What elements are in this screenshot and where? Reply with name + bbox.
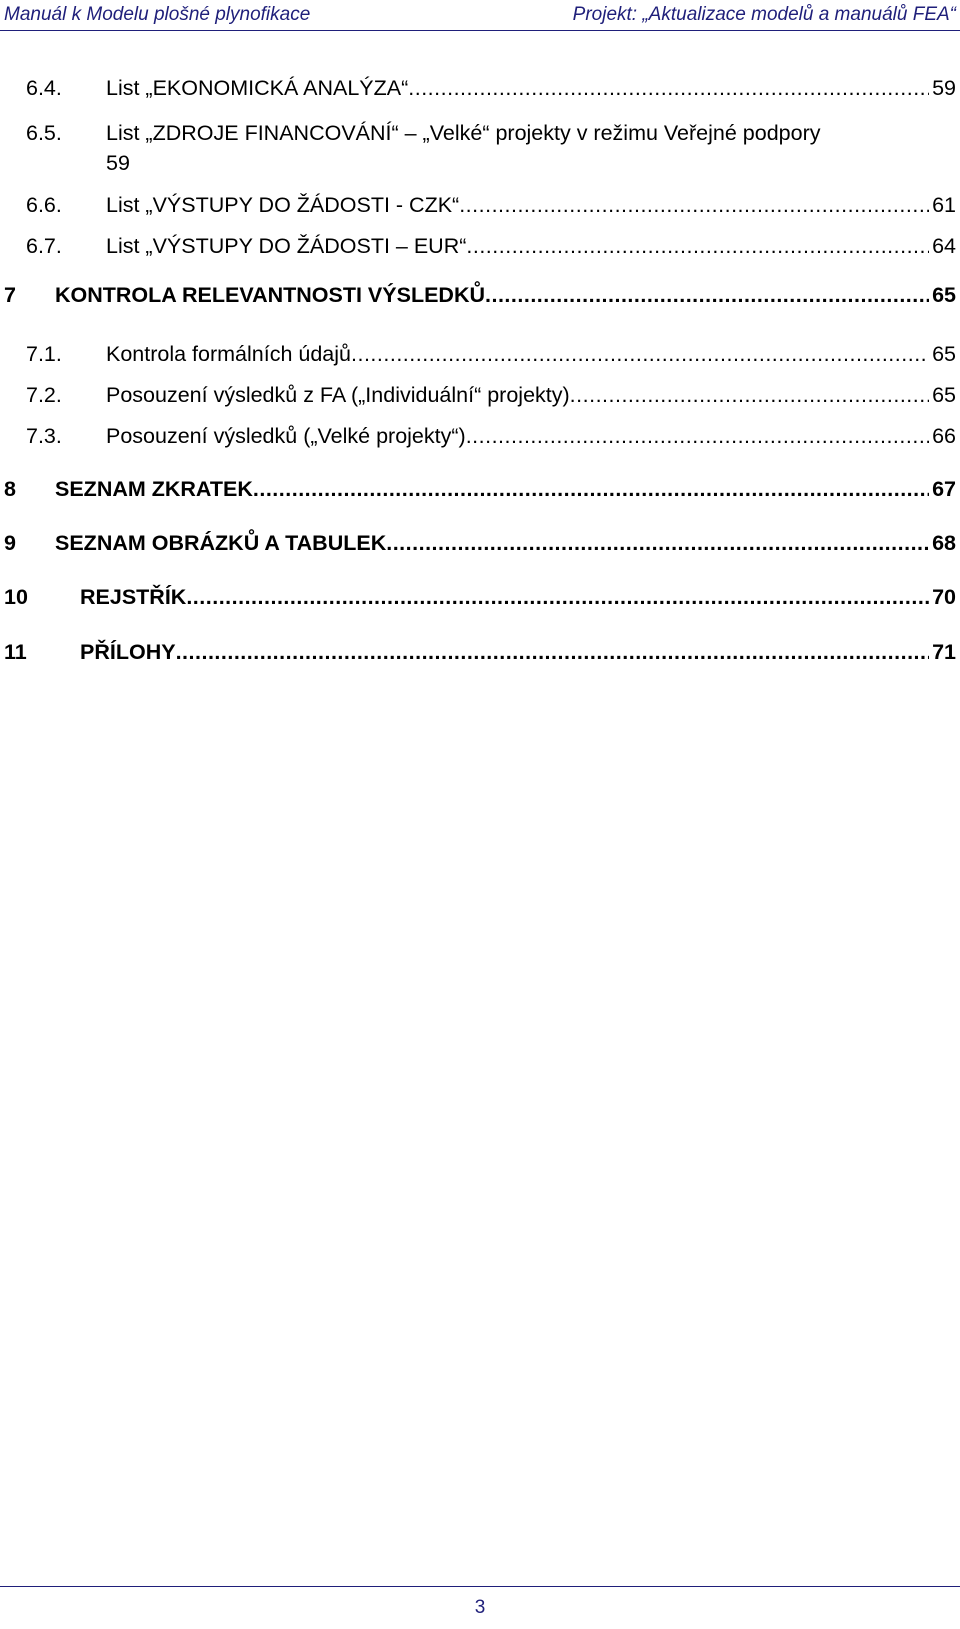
toc-entry-page: 65 <box>932 383 956 407</box>
toc-entry-page: 59 <box>106 151 130 175</box>
toc-dot-leader <box>466 231 929 261</box>
toc-entry[interactable] <box>4 528 956 558</box>
toc-entry-line <box>106 339 956 369</box>
toc-dot-leader <box>485 280 929 310</box>
toc-entry[interactable] <box>26 73 956 103</box>
toc-entry-title: List „VÝSTUPY DO ŽÁDOSTI – EUR“ <box>106 234 467 258</box>
toc-entry-line <box>106 421 956 451</box>
toc-entry-title: KONTROLA RELEVANTNOSTI VÝSLEDKŮ <box>55 283 486 307</box>
toc-entry-number: 7.2. <box>26 383 62 407</box>
toc-dot-leader <box>176 637 930 667</box>
toc-entry-page: 65 <box>932 342 956 366</box>
header-project-title: Projekt: „Aktualizace modelů a manuálů FEA“ <box>572 4 956 25</box>
toc-dot-leader <box>386 528 929 558</box>
toc-entry-page: 70 <box>932 585 956 609</box>
page-header <box>0 0 960 31</box>
header-document-title: Manuál k Modelu plošné plynofikace <box>4 4 311 25</box>
toc-entry-title: SEZNAM OBRÁZKŮ A TABULEK <box>55 531 387 555</box>
toc-entry-line <box>106 380 956 410</box>
toc-entry-page: 61 <box>932 193 956 217</box>
toc-entry-line <box>55 528 956 558</box>
toc-entry-title: REJSTŘÍK <box>80 585 187 609</box>
toc-entry[interactable] <box>4 474 956 504</box>
toc-entry-line <box>55 280 956 310</box>
toc-entry-number: 7 <box>4 283 16 307</box>
toc-entry-title: Posouzení výsledků („Velké projekty“) <box>106 424 466 448</box>
toc-dot-leader <box>186 582 929 612</box>
toc-dot-leader <box>466 421 929 451</box>
toc-entry[interactable] <box>26 190 956 220</box>
toc-entry-page: 65 <box>932 283 956 307</box>
toc-entry-line <box>106 118 956 148</box>
toc-entry-line <box>80 582 956 612</box>
toc-entry-number: 6.5. <box>26 121 62 145</box>
toc-entry-page: 59 <box>932 76 956 100</box>
footer-divider <box>0 1586 960 1587</box>
toc-entry-page: 67 <box>932 477 956 501</box>
toc-entry[interactable] <box>26 118 956 148</box>
toc-entry-line <box>106 190 956 220</box>
toc-dot-leader <box>351 339 929 369</box>
toc-entry-line <box>106 73 956 103</box>
toc-entry[interactable] <box>26 421 956 451</box>
toc-entry-number: 7.3. <box>26 424 62 448</box>
toc-entry-title: Kontrola formálních údajů <box>106 342 352 366</box>
toc-entry-number: 9 <box>4 531 16 555</box>
toc-dot-leader <box>570 380 929 410</box>
toc-entry-title: List „EKONOMICKÁ ANALÝZA“ <box>106 76 409 100</box>
toc-entry-line <box>55 474 956 504</box>
toc-entry-title: List „ZDROJE FINANCOVÁNÍ“ – „Velké“ projekty v režimu Veřejné podpory <box>106 121 821 145</box>
toc-entry-page: 68 <box>932 531 956 555</box>
toc-entry-number: 6.6. <box>26 193 62 217</box>
toc-entry-title: PŘÍLOHY <box>80 640 176 664</box>
toc-entry[interactable] <box>4 582 956 612</box>
toc-entry-page: 64 <box>932 234 956 258</box>
toc-entry-number: 8 <box>4 477 16 501</box>
toc-entry[interactable] <box>26 339 956 369</box>
toc-entry-number: 6.7. <box>26 234 62 258</box>
toc-entry-title: List „VÝSTUPY DO ŽÁDOSTI - CZK“ <box>106 193 460 217</box>
toc-entry-line <box>106 231 956 261</box>
toc-entry-number: 10 <box>4 585 28 609</box>
toc-entry[interactable] <box>4 637 956 667</box>
toc-entry-page: 66 <box>932 424 956 448</box>
toc-entry-page: 71 <box>932 640 956 664</box>
toc-entry[interactable] <box>26 380 956 410</box>
toc-entry[interactable] <box>26 231 956 261</box>
toc-entry-number: 7.1. <box>26 342 62 366</box>
toc-entry-number: 11 <box>4 640 27 664</box>
toc-entry-title: SEZNAM ZKRATEK <box>55 477 253 501</box>
toc-entry-line <box>80 637 956 667</box>
toc-dot-leader <box>459 190 929 220</box>
toc-dot-leader <box>408 73 929 103</box>
toc-entry-title: Posouzení výsledků z FA („Individuální“ projekty) <box>106 383 570 407</box>
toc-entry[interactable] <box>4 280 956 310</box>
toc-entry-number: 6.4. <box>26 76 62 100</box>
footer-page-number: 3 <box>474 1597 486 1618</box>
toc-dot-leader <box>253 474 929 504</box>
